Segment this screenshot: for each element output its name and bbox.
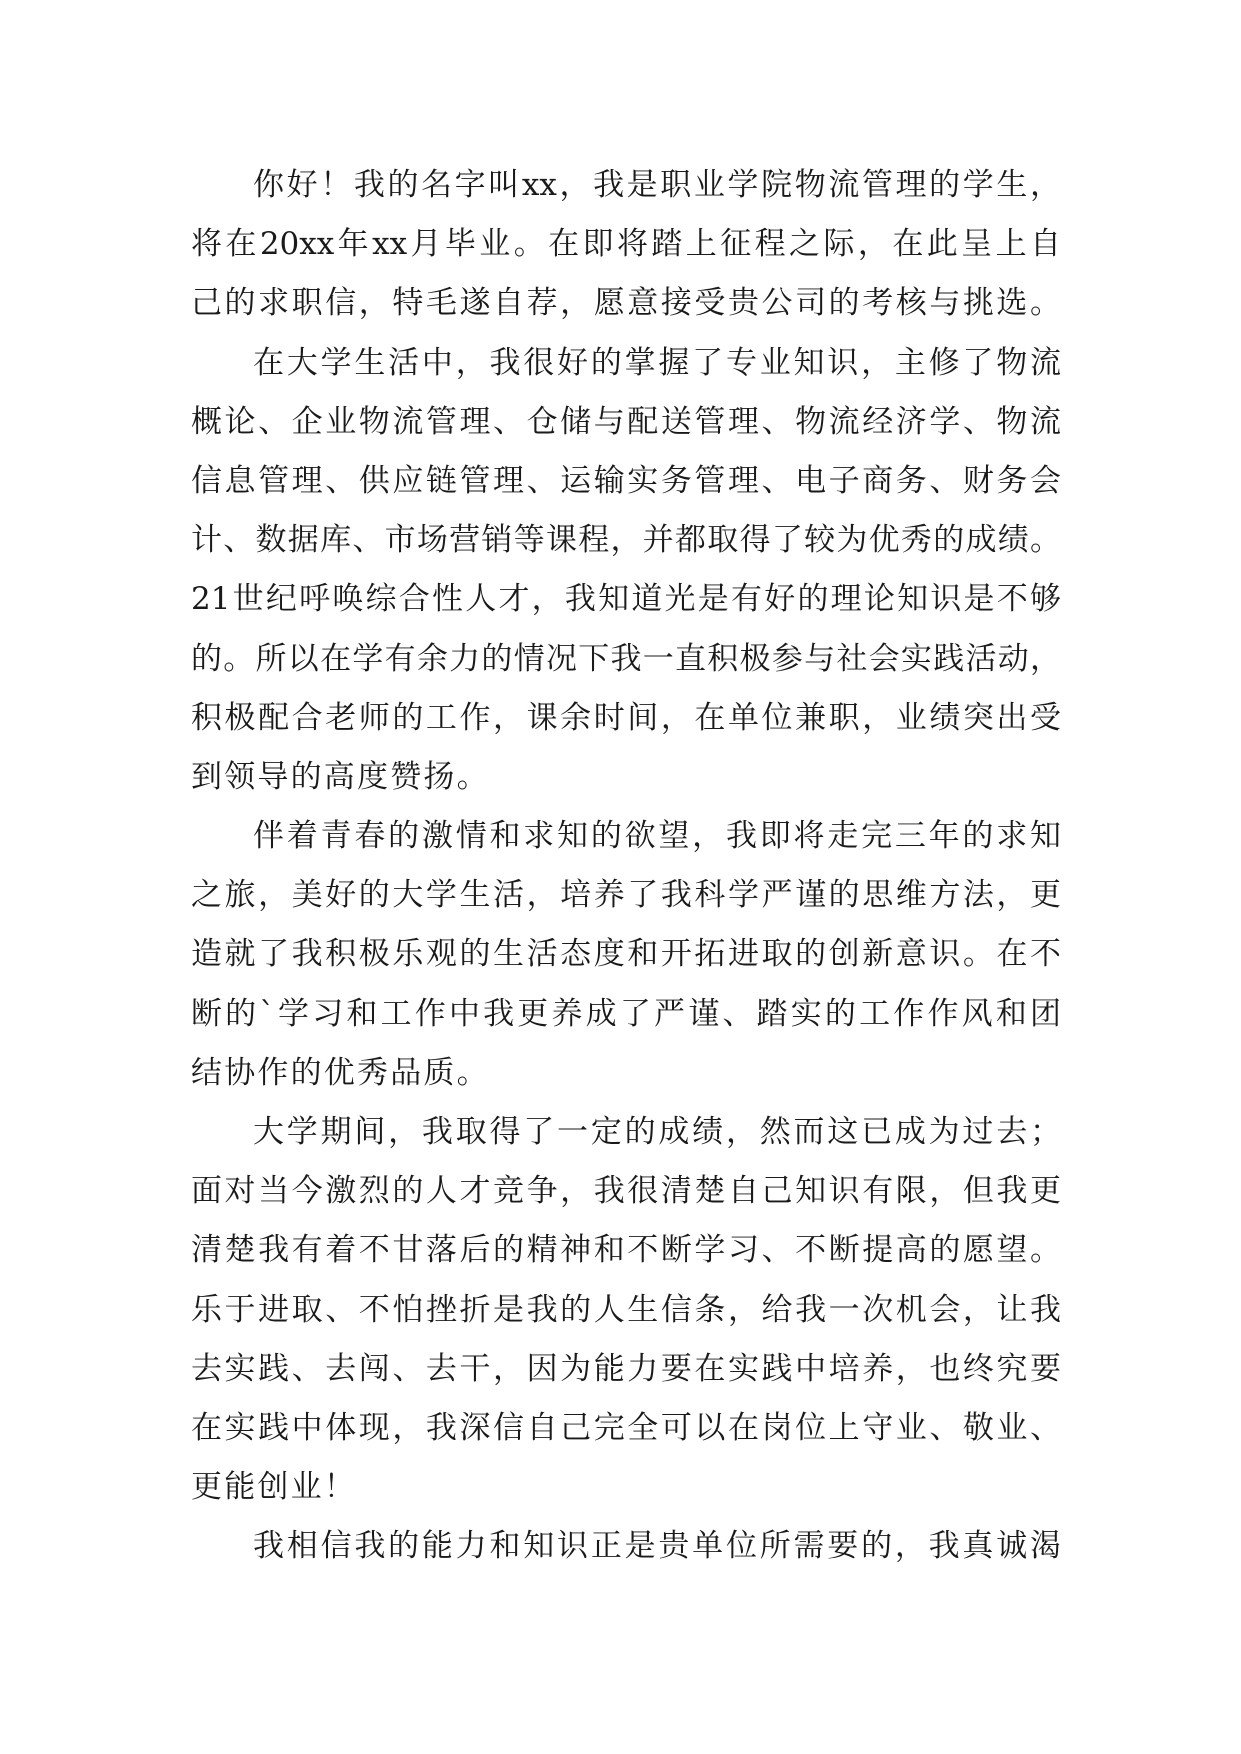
text-line: 面对当今激烈的人才竞争，我很清楚自己知识有限，但我更: [191, 1173, 1061, 1210]
text-line: 断的`学习和工作中我更养成了严谨、踏实的工作作风和团: [191, 995, 1061, 1032]
text-line: 己的求职信，特毛遂自荐，愿意接受贵公司的考核与挑选。: [191, 285, 1061, 322]
text-line: 你好！我的名字叫xx，我是职业学院物流管理的学生，: [253, 167, 1061, 203]
text-line: 积极配合老师的工作，课余时间，在单位兼职，业绩突出受: [191, 699, 1061, 736]
text-line: 概论、企业物流管理、仓储与配送管理、物流经济学、物流: [191, 403, 1061, 440]
text-line: 伴着青春的激情和求知的欲望，我即将走完三年的求知: [253, 818, 1061, 855]
text-line: 计、数据库、市场营销等课程，并都取得了较为优秀的成绩。: [191, 522, 1061, 559]
text-line: 结协作的优秀品质。: [191, 1054, 490, 1091]
letter-body: [191, 156, 1061, 1577]
text-line: 去实践、去闯、去干，因为能力要在实践中培养，也终究要: [191, 1350, 1061, 1387]
text-line: 乐于进取、不怕挫折是我的人生信条，给我一次机会，让我: [191, 1291, 1061, 1328]
paragraph-youth-passion: [191, 807, 1061, 1103]
text-line: 大学期间，我取得了一定的成绩，然而这已成为过去；: [253, 1114, 1061, 1150]
text-line: 到领导的高度赞扬。: [191, 758, 490, 795]
paragraph-greeting: [191, 156, 1061, 334]
text-line: 将在20xx年xx月毕业。在即将踏上征程之际，在此呈上自: [191, 226, 1061, 263]
text-line: 21世纪呼唤综合性人才，我知道光是有好的理论知识是不够: [191, 581, 1061, 618]
text-line: 之旅，美好的大学生活，培养了我科学严谨的思维方法，更: [191, 877, 1061, 914]
text-line: 清楚我有着不甘落后的精神和不断学习、不断提高的愿望。: [191, 1232, 1061, 1269]
paragraph-closing: [191, 1517, 1061, 1576]
paragraph-achievements: [191, 1103, 1061, 1517]
text-line: 更能创业！: [191, 1469, 357, 1506]
text-line: 信息管理、供应链管理、运输实务管理、电子商务、财务会: [191, 462, 1061, 499]
paragraph-university-studies: [191, 334, 1061, 808]
text-line: 造就了我积极乐观的生活态度和开拓进取的创新意识。在不: [191, 936, 1061, 973]
text-line: 我相信我的能力和知识正是贵单位所需要的，我真诚渴: [253, 1528, 1061, 1565]
text-line: 在实践中体现，我深信自己完全可以在岗位上守业、敬业、: [191, 1409, 1061, 1446]
text-line: 在大学生活中，我很好的掌握了专业知识，主修了物流: [253, 344, 1061, 381]
text-line: 的。所以在学有余力的情况下我一直积极参与社会实践活动，: [191, 640, 1061, 677]
